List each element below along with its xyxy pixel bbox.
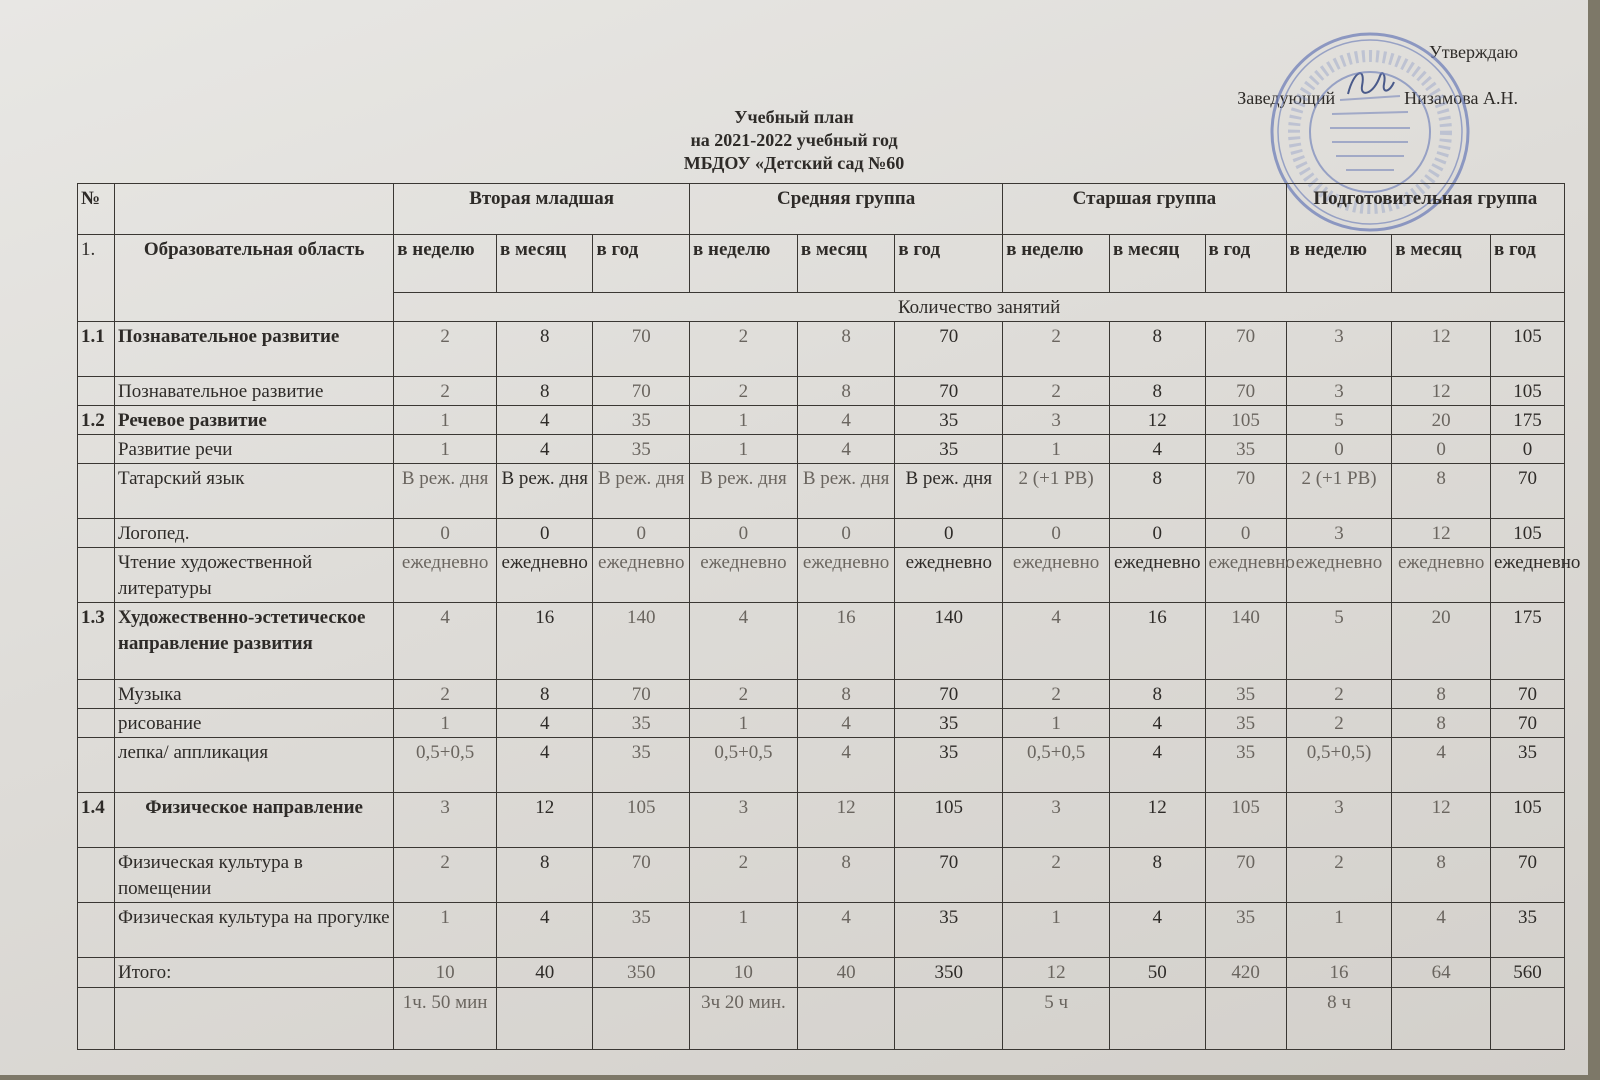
value-cell: 3 [1286, 322, 1392, 377]
value-cell: 105 [1490, 519, 1564, 548]
value-cell: 35 [1205, 738, 1286, 793]
value-cell: 64 [1392, 958, 1491, 988]
value-cell: 35 [593, 406, 690, 435]
period-month: в месяц [496, 235, 593, 293]
period-year: в год [1205, 235, 1286, 293]
value-cell: 35 [1205, 435, 1286, 464]
value-cell: 1 [1003, 435, 1110, 464]
value-cell: 1 [690, 903, 798, 958]
value-cell: 8 [1392, 848, 1491, 903]
title-line-1: Учебный план [734, 107, 854, 127]
value-cell: 70 [1490, 680, 1564, 709]
value-cell: 35 [895, 903, 1003, 958]
value-cell: 8 [1110, 464, 1206, 519]
value-cell: ежедневно [690, 548, 798, 603]
value-cell: 4 [797, 406, 895, 435]
value-cell: 70 [1205, 377, 1286, 406]
row-number [78, 519, 115, 548]
value-cell: 2 [690, 848, 798, 903]
period-week: в неделю [690, 235, 798, 293]
value-cell: 10 [690, 958, 798, 988]
group-header-senior: Старшая группа [1003, 184, 1286, 235]
value-cell: 35 [1490, 738, 1564, 793]
value-cell: 12 [1110, 406, 1206, 435]
value-cell: 4 [394, 603, 497, 680]
value-cell: 4 [1110, 738, 1206, 793]
value-cell: 4 [496, 709, 593, 738]
row-number: 1.4 [78, 793, 115, 848]
director-name: Низамова А.Н. [1404, 88, 1518, 108]
area-header: Образовательная область [114, 235, 393, 322]
value-cell: 2 [1003, 680, 1110, 709]
value-cell: 8 [797, 377, 895, 406]
value-cell: 0,5+0,5 [690, 738, 798, 793]
row-area-name: Физическая культура на прогулке [114, 903, 393, 958]
value-cell: 0 [1110, 519, 1206, 548]
period-header-row [78, 235, 1565, 293]
row-number: 1.3 [78, 603, 115, 680]
value-cell: 3 [1003, 793, 1110, 848]
value-cell: В реж. дня [394, 464, 497, 519]
value-cell: 3 [1286, 793, 1392, 848]
value-cell: ежедневно [797, 548, 895, 603]
value-cell: 16 [1110, 603, 1206, 680]
value-cell: ежедневно [895, 548, 1003, 603]
value-cell [593, 988, 690, 1050]
value-cell: 2 [1286, 680, 1392, 709]
value-cell [1392, 988, 1491, 1050]
value-cell: 4 [496, 406, 593, 435]
value-cell: 0 [797, 519, 895, 548]
value-cell: 70 [593, 848, 690, 903]
value-cell: 0 [1205, 519, 1286, 548]
value-cell: 8 [496, 848, 593, 903]
group-header-preparatory: Подготовительная группа [1286, 184, 1564, 235]
value-cell: 70 [593, 680, 690, 709]
period-month: в месяц [797, 235, 895, 293]
row-number [78, 988, 115, 1050]
value-cell: 4 [496, 435, 593, 464]
value-cell: 105 [895, 793, 1003, 848]
row-area-name: Физическое направление [114, 793, 393, 848]
value-cell: 8 [1110, 322, 1206, 377]
value-cell: В реж. дня [895, 464, 1003, 519]
title-line-2: на 2021-2022 учебный год [690, 130, 898, 150]
value-cell: 70 [1490, 848, 1564, 903]
value-cell: 1 [394, 435, 497, 464]
value-cell [1110, 988, 1206, 1050]
value-cell: 5 ч [1003, 988, 1110, 1050]
value-cell: В реж. дня [593, 464, 690, 519]
table-row [78, 548, 1565, 603]
value-cell: 140 [1205, 603, 1286, 680]
value-cell: 1 [394, 903, 497, 958]
row-area-name: рисование [114, 709, 393, 738]
value-cell [1490, 988, 1564, 1050]
value-cell: 35 [593, 738, 690, 793]
table-row [78, 435, 1565, 464]
row-area-name: Художественно-эстетическое направление развития [114, 603, 393, 680]
value-cell: 35 [1490, 903, 1564, 958]
value-cell: 8 [496, 680, 593, 709]
value-cell: 1 [1003, 709, 1110, 738]
row-number [78, 377, 115, 406]
value-cell: 70 [895, 322, 1003, 377]
value-cell: 40 [496, 958, 593, 988]
value-cell: 3 [394, 793, 497, 848]
title-line-3: МБДОУ «Детский сад №60 [683, 153, 905, 173]
row-area-name: Татарский язык [114, 464, 393, 519]
table-row [78, 793, 1565, 848]
value-cell: 8 [1110, 377, 1206, 406]
value-cell: 70 [895, 680, 1003, 709]
period-week: в неделю [1286, 235, 1392, 293]
value-cell: 4 [1110, 435, 1206, 464]
curriculum-table [77, 183, 1581, 1050]
value-cell [1205, 988, 1286, 1050]
period-month: в месяц [1110, 235, 1206, 293]
value-cell: 0 [496, 519, 593, 548]
value-cell: 4 [496, 738, 593, 793]
value-cell: 12 [1392, 377, 1491, 406]
value-cell: 2 [690, 322, 798, 377]
value-cell: 12 [1392, 793, 1491, 848]
value-cell: 175 [1490, 603, 1564, 680]
subheader-num: 1. [78, 235, 115, 322]
value-cell: 70 [593, 322, 690, 377]
row-number [78, 709, 115, 738]
value-cell: 2 [394, 848, 497, 903]
value-cell: 40 [797, 958, 895, 988]
row-number: 1.2 [78, 406, 115, 435]
value-cell: 12 [496, 793, 593, 848]
position-label: Заведующий [1237, 88, 1336, 108]
value-cell: ежедневно [1490, 548, 1564, 603]
value-cell: 70 [593, 377, 690, 406]
value-cell: 2 [394, 680, 497, 709]
value-cell: 70 [895, 377, 1003, 406]
value-cell: 0,5+0,5 [1003, 738, 1110, 793]
value-cell: ежедневно [593, 548, 690, 603]
value-cell: 1 [690, 709, 798, 738]
num-header: № [78, 184, 115, 235]
value-cell: 8 [797, 322, 895, 377]
value-cell: 12 [1110, 793, 1206, 848]
blank-header [114, 184, 393, 235]
value-cell: 35 [593, 903, 690, 958]
value-cell: 105 [593, 793, 690, 848]
value-cell: 2 [394, 377, 497, 406]
value-cell: 1 [1286, 903, 1392, 958]
row-number [78, 435, 115, 464]
value-cell: 2 [1003, 377, 1110, 406]
row-area-name [114, 988, 393, 1050]
value-cell: 12 [1003, 958, 1110, 988]
table-row [78, 958, 1565, 988]
value-cell [895, 988, 1003, 1050]
table-row [78, 709, 1565, 738]
group-header-middle: Средняя группа [690, 184, 1003, 235]
value-cell: 105 [1490, 793, 1564, 848]
value-cell: 420 [1205, 958, 1286, 988]
value-cell: 12 [797, 793, 895, 848]
row-area-name: Чтение художественной литературы [114, 548, 393, 603]
row-number [78, 464, 115, 519]
value-cell: 5 [1286, 603, 1392, 680]
count-label: Количество занятий [394, 293, 1565, 322]
value-cell: 1 [1003, 903, 1110, 958]
row-area-name: Логопед. [114, 519, 393, 548]
value-cell: 105 [1205, 793, 1286, 848]
value-cell: 4 [797, 709, 895, 738]
value-cell: 16 [496, 603, 593, 680]
value-cell: 70 [1205, 464, 1286, 519]
value-cell: 4 [496, 903, 593, 958]
table-row [78, 464, 1565, 519]
value-cell: 4 [1392, 903, 1491, 958]
value-cell: 3 [690, 793, 798, 848]
value-cell: В реж. дня [690, 464, 798, 519]
value-cell: 8 [496, 322, 593, 377]
value-cell: 0 [394, 519, 497, 548]
row-number [78, 548, 115, 603]
value-cell: 1 [690, 406, 798, 435]
table-row [78, 680, 1565, 709]
value-cell: ежедневно [394, 548, 497, 603]
value-cell: 50 [1110, 958, 1206, 988]
value-cell: 20 [1392, 603, 1491, 680]
table-row [78, 848, 1565, 903]
value-cell: ежедневно [1110, 548, 1206, 603]
value-cell: 8 [1110, 848, 1206, 903]
table-row [78, 603, 1565, 680]
value-cell: 4 [1003, 603, 1110, 680]
row-number: 1.1 [78, 322, 115, 377]
row-area-name: Познавательное развитие [114, 322, 393, 377]
value-cell: 2 [394, 322, 497, 377]
value-cell: 8 ч [1286, 988, 1392, 1050]
value-cell: 12 [1392, 519, 1491, 548]
table-row [78, 738, 1565, 793]
value-cell: 8 [1110, 680, 1206, 709]
value-cell: 35 [1205, 903, 1286, 958]
value-cell: 20 [1392, 406, 1491, 435]
table-row [78, 903, 1565, 958]
value-cell: 3 [1003, 406, 1110, 435]
value-cell: ежедневно [1392, 548, 1491, 603]
value-cell: 2 [1286, 848, 1392, 903]
value-cell: 35 [1205, 709, 1286, 738]
value-cell: 2 [1286, 709, 1392, 738]
value-cell: 5 [1286, 406, 1392, 435]
value-cell: 0 [1286, 435, 1392, 464]
value-cell: 2 [690, 377, 798, 406]
table-row [78, 377, 1565, 406]
row-area-name: Музыка [114, 680, 393, 709]
value-cell: 1 [394, 709, 497, 738]
value-cell: 0 [1003, 519, 1110, 548]
value-cell: 2 (+1 РВ) [1003, 464, 1110, 519]
value-cell: 35 [895, 709, 1003, 738]
value-cell: 105 [1205, 406, 1286, 435]
document-title [0, 106, 1588, 175]
table-row [78, 406, 1565, 435]
value-cell: 2 [1003, 322, 1110, 377]
value-cell: 8 [496, 377, 593, 406]
value-cell: 70 [1490, 709, 1564, 738]
value-cell: 0 [690, 519, 798, 548]
value-cell: 2 [690, 680, 798, 709]
value-cell: 3 [1286, 377, 1392, 406]
value-cell: 8 [1392, 680, 1491, 709]
row-area-name: Познавательное развитие [114, 377, 393, 406]
period-year: в год [1490, 235, 1564, 293]
value-cell: 35 [1205, 680, 1286, 709]
value-cell: В реж. дня [496, 464, 593, 519]
value-cell: 350 [593, 958, 690, 988]
row-area-name: Развитие речи [114, 435, 393, 464]
value-cell: 2 [1003, 848, 1110, 903]
value-cell: 0,5+0,5) [1286, 738, 1392, 793]
value-cell: 2 (+1 РВ) [1286, 464, 1392, 519]
value-cell: 35 [895, 738, 1003, 793]
value-cell: ежедневно [496, 548, 593, 603]
value-cell: 35 [593, 709, 690, 738]
row-area-name: Речевое развитие [114, 406, 393, 435]
row-area-name: Физическая культура в помещении [114, 848, 393, 903]
value-cell: 4 [1110, 709, 1206, 738]
row-number [78, 903, 115, 958]
row-number [78, 848, 115, 903]
value-cell: ежедневно [1205, 548, 1286, 603]
value-cell: 70 [1490, 464, 1564, 519]
value-cell: 105 [1490, 377, 1564, 406]
value-cell: 35 [895, 406, 1003, 435]
table-row [78, 988, 1565, 1050]
value-cell: 1 [394, 406, 497, 435]
value-cell: 0,5+0,5 [394, 738, 497, 793]
value-cell: 8 [797, 680, 895, 709]
period-year: в год [895, 235, 1003, 293]
period-month: в месяц [1392, 235, 1491, 293]
value-cell: 70 [895, 848, 1003, 903]
value-cell: 4 [1110, 903, 1206, 958]
value-cell: 1ч. 50 мин [394, 988, 497, 1050]
value-cell [496, 988, 593, 1050]
value-cell: 4 [1392, 738, 1491, 793]
value-cell: 35 [895, 435, 1003, 464]
value-cell: ежедневно [1286, 548, 1392, 603]
value-cell: 10 [394, 958, 497, 988]
value-cell: 70 [1205, 848, 1286, 903]
value-cell: ежедневно [1003, 548, 1110, 603]
value-cell: 16 [1286, 958, 1392, 988]
row-number [78, 680, 115, 709]
row-number [78, 738, 115, 793]
value-cell: 350 [895, 958, 1003, 988]
period-year: в год [593, 235, 690, 293]
value-cell: 0 [1490, 435, 1564, 464]
value-cell: 8 [1392, 709, 1491, 738]
value-cell: 8 [1392, 464, 1491, 519]
value-cell: 35 [593, 435, 690, 464]
row-number [78, 958, 115, 988]
value-cell: 12 [1392, 322, 1491, 377]
value-cell: 0 [895, 519, 1003, 548]
approve-label: Утверждаю [1428, 42, 1518, 62]
value-cell: 105 [1490, 322, 1564, 377]
value-cell: 4 [797, 435, 895, 464]
value-cell: 560 [1490, 958, 1564, 988]
value-cell: 8 [797, 848, 895, 903]
value-cell: 0 [1392, 435, 1491, 464]
row-area-name: Итого: [114, 958, 393, 988]
value-cell: В реж. дня [797, 464, 895, 519]
value-cell: 140 [593, 603, 690, 680]
period-week: в неделю [394, 235, 497, 293]
table-row [78, 322, 1565, 377]
value-cell: 3 [1286, 519, 1392, 548]
value-cell: 16 [797, 603, 895, 680]
value-cell: 3ч 20 мин. [690, 988, 798, 1050]
row-area-name: лепка/ аппликация [114, 738, 393, 793]
value-cell: 1 [690, 435, 798, 464]
table-row [78, 519, 1565, 548]
value-cell: 175 [1490, 406, 1564, 435]
value-cell [797, 988, 895, 1050]
group-header-junior: Вторая младшая [394, 184, 690, 235]
group-header-row [78, 184, 1565, 235]
value-cell: 140 [895, 603, 1003, 680]
value-cell: 4 [797, 738, 895, 793]
period-week: в неделю [1003, 235, 1110, 293]
value-cell: 4 [690, 603, 798, 680]
value-cell: 4 [797, 903, 895, 958]
value-cell: 70 [1205, 322, 1286, 377]
value-cell: 0 [593, 519, 690, 548]
